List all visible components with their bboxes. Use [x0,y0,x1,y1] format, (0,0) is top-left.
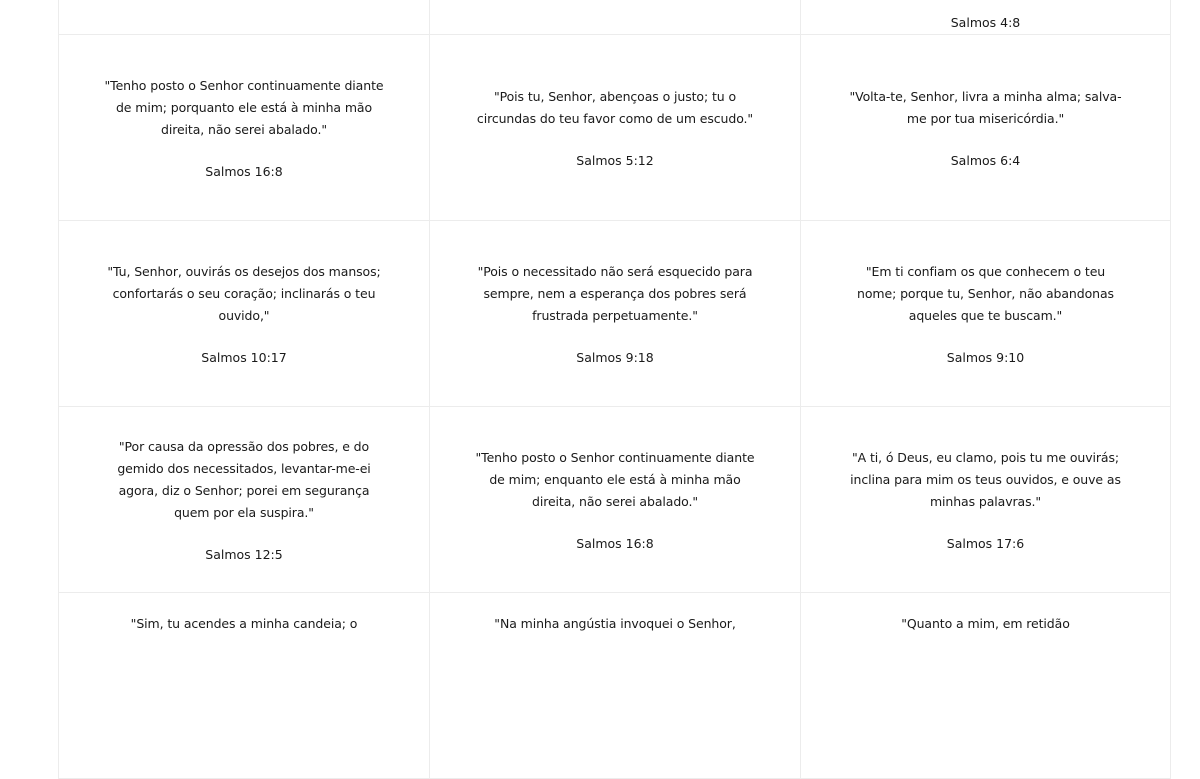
verse-card [801,35,1171,221]
verse-card [430,221,801,407]
verse-reference: Salmos 16:8 [205,163,283,179]
verse-text: "Por causa da opressão dos pobres, e do gemido dos necessitados, levantar-me-ei agora, diz o Senhor; porei em segurança quem por ela suspira." [117,438,371,520]
verse-reference: Salmos 9:18 [576,349,654,365]
verse-text: "Tenho posto o Senhor continuamente diante de mim; enquanto ele está à minha mão direita, não serei abalado." [475,449,755,509]
verse-card [801,407,1171,593]
verse-text: "Pois o necessitado não será esquecido para sempre, nem a esperança dos pobres será frustrada perpetuamente." [477,263,753,323]
verse-text: "Volta-te, Senhor, livra a minha alma; salva-me por tua misericórdia." [849,88,1122,126]
verse-reference: Salmos 5:12 [576,152,654,168]
verse-card-grid [58,0,1171,779]
verse-card [430,593,801,779]
verse-card [59,221,430,407]
verse-card [59,0,430,35]
verse-reference: Salmos 17:6 [946,535,1025,551]
verse-text: "Na minha angústia invoquei o Senhor, [494,616,736,631]
verse-text: "Sim, tu acendes a minha candeia; o [130,616,358,631]
verse-reference: Salmos 12:5 [205,546,283,562]
verse-text: "Quanto a mim, em retidão [901,616,1070,631]
verse-card [59,35,430,221]
verse-card [430,35,801,221]
verse-card [59,593,430,779]
verse-card [801,221,1171,407]
verse-text: "Pois tu, Senhor, abençoas o justo; tu o circundas do teu favor como de um escudo." [476,88,754,126]
verse-reference: Salmos 9:10 [946,349,1025,365]
verse-card [430,407,801,593]
verse-card [801,593,1171,779]
verse-reference: Salmos 6:4 [950,152,1021,168]
verse-text: "Tu, Senhor, ouvirás os desejos dos mansos; confortarás o seu coração; inclinarás o teu ouvido," [107,263,381,323]
verse-text: "Em ti confiam os que conhecem o teu nome; porque tu, Senhor, não abandonas aqueles que te buscam." [857,263,1114,323]
verse-text: "Tenho posto o Senhor continuamente diante de mim; porquanto ele está à minha mão direita, não serei abalado." [104,77,384,137]
verse-card [801,0,1171,35]
verse-card [59,407,430,593]
verse-reference: Salmos 10:17 [201,349,287,365]
verse-reference: Salmos 4:8 [950,15,1021,30]
verse-reference: Salmos 16:8 [576,535,654,551]
verse-card [430,0,801,35]
verse-text: "A ti, ó Deus, eu clamo, pois tu me ouvirás; inclina para mim os teus ouvidos, e ouve as minhas palavras." [850,449,1121,509]
